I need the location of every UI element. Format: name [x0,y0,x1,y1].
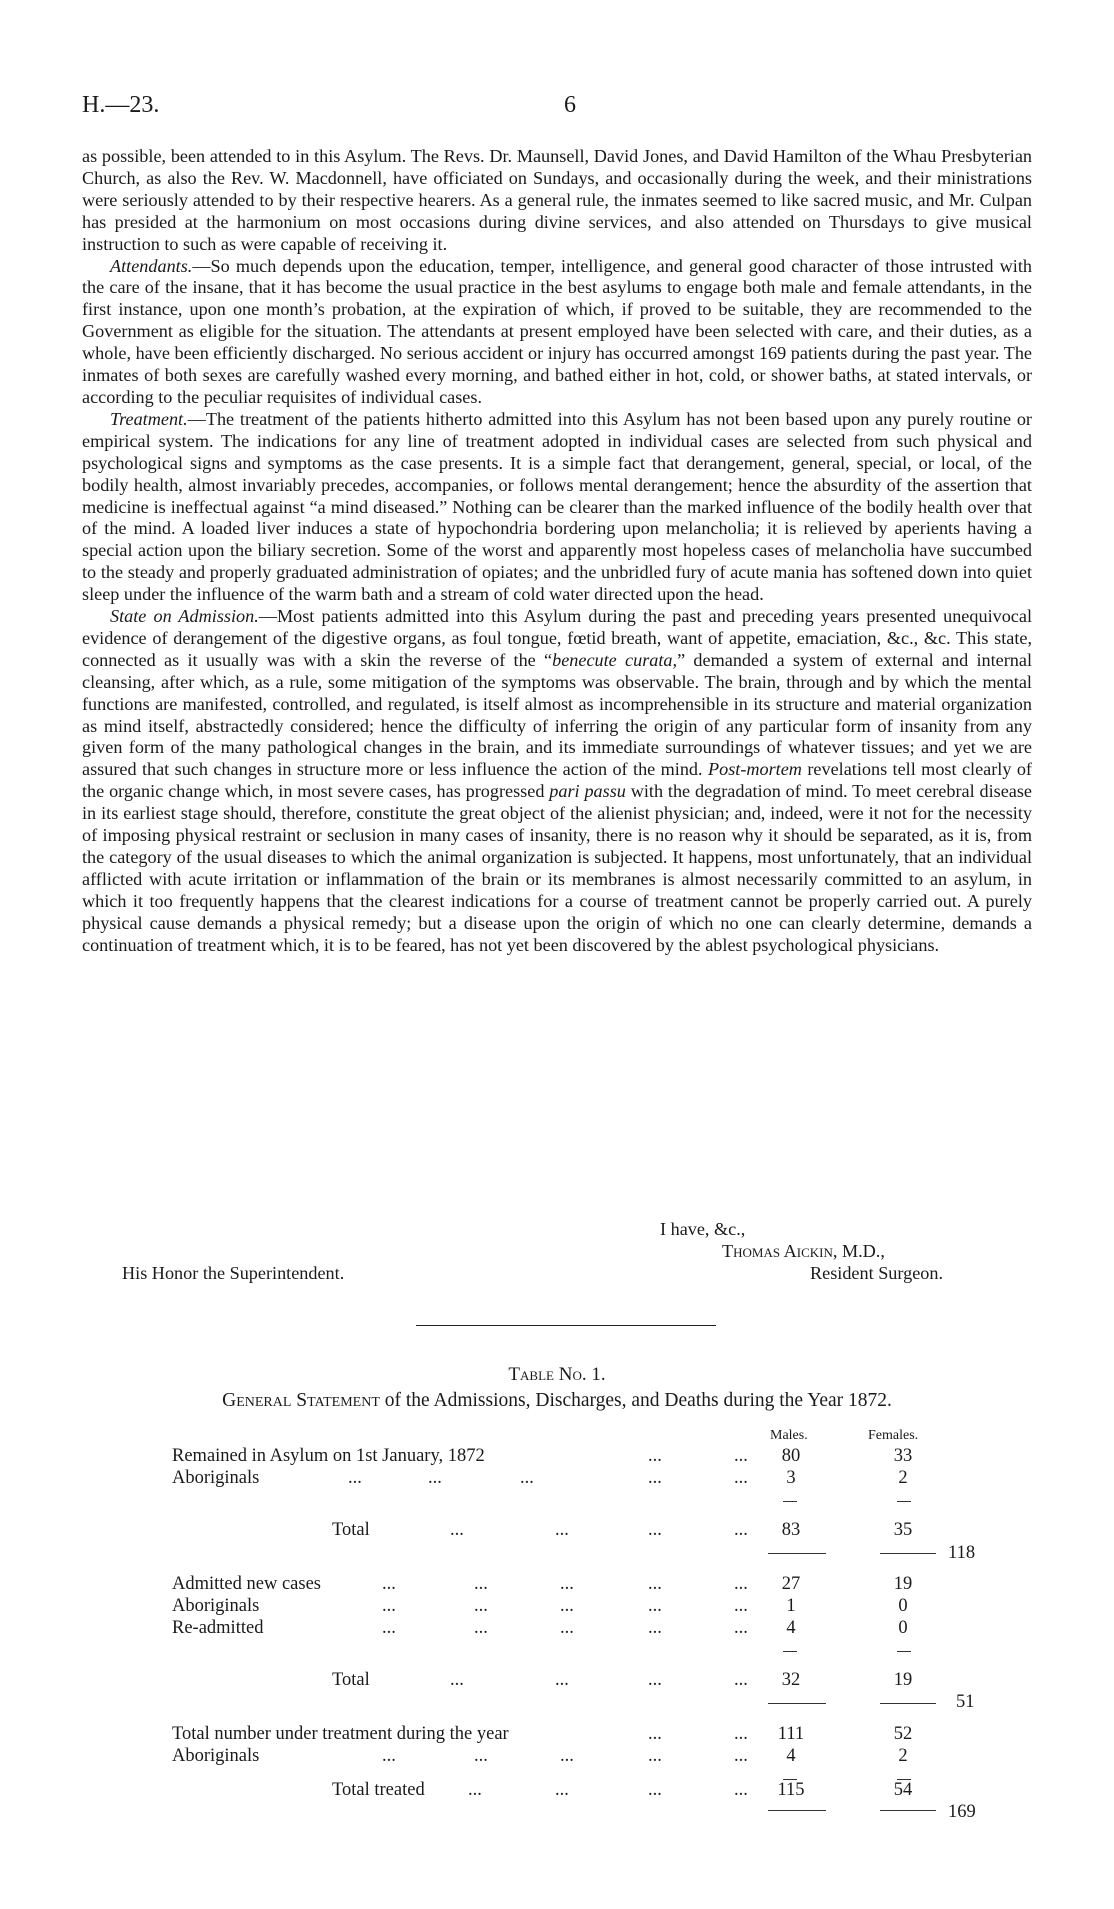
text-treatment: —The treatment of the patients hitherto admitted into this Asylum has not been based upon any purely routine or empirical system. The indications for any line of treatment adopted in individual cases are selected from such physical and psychological signs and symptoms as the case presents. It is a simple fact that derangement, general, special, or local, of the bodily health, almost invariably precedes, accompanies, or follows mental derangement; hence the absurdity of the assertion that medicine is ineffectual against “a mind diseased.” Nothing can be clearer than the marked influence of the bodily health over that of the mind. A loaded liver induces a state of hypochondria bordering upon melancholia; it is relieved by aperients having a special action upon the biliary secretion. Some of the worst and apparently most hopeless cases of melancholia have succumbed to the steady and properly graduated administration of opiates; and the unbridled fury of acute mania has softened down into quiet sleep under the influence of the warm bath and a stream of cold water directed upon the head. [82,408,1032,605]
row-label-total: Total [332,1670,370,1690]
sum-dash [783,1651,797,1652]
heading-state-on-admission: State on Admission. [110,606,259,627]
addressee: His Honor the Superintendent. [122,1263,345,1283]
cell-males: 83 [781,1520,801,1540]
total-rule [768,1810,826,1811]
cell-females: 2 [898,1746,908,1766]
cell-males: 4 [786,1618,796,1638]
leader-dots: ... [734,1746,748,1766]
cell-grand-total: 118 [948,1543,976,1563]
table-subtitle-rest: of the Admissions, Discharges, and Deaths during the Year 1872. [379,1390,892,1411]
row-label: Aboriginals [172,1746,260,1766]
sum-dash [783,1501,797,1502]
total-rule [880,1703,936,1704]
italic-post-mortem: Post-mortem [707,759,802,780]
column-header-females: Females. [868,1428,919,1443]
italic-pari-passu: pari passu [549,781,626,802]
cell-females: 19 [893,1574,913,1594]
leader-dots: ... [560,1596,574,1616]
leader-dots: ... [474,1618,488,1638]
cell-males: 27 [781,1574,801,1594]
leader-dots: ... [734,1468,748,1488]
cell-males: 1 [786,1596,796,1616]
sum-dash [897,1501,911,1502]
page-number: 6 [564,92,576,118]
leader-dots: ... [734,1596,748,1616]
leader-dots: ... [555,1520,569,1540]
cell-females: 19 [893,1670,913,1690]
table-subtitle-smallcaps: General Statement [222,1390,380,1411]
text-admission-a: —Most patients admitted into this Asylum during the past and preceding years presented unequivocal evidence of derangement of the digestive organs, as foul tongue, fœtid breath, want of appetite, emaciation, &c., &c. This state, connected as it usually was with a skin the reverse of the “ [82,606,1033,670]
cell-males: 32 [781,1670,801,1690]
document-code: H.—23. [82,92,160,118]
leader-dots: ... [560,1574,574,1594]
row-label-total: Total treated [332,1780,425,1800]
leader-dots: ... [474,1746,488,1766]
cell-females: 2 [898,1468,908,1488]
leader-dots: ... [648,1670,662,1690]
cell-males: 80 [781,1446,801,1466]
leader-dots: ... [450,1520,464,1540]
cell-grand-total: 51 [956,1692,975,1712]
leader-dots: ... [560,1618,574,1638]
leader-dots: ... [555,1670,569,1690]
leader-dots: ... [734,1574,748,1594]
cell-females: 0 [898,1596,908,1616]
cell-females: 0 [898,1618,908,1638]
total-rule [880,1810,936,1811]
leader-dots: ... [450,1670,464,1690]
leader-dots: ... [648,1724,662,1744]
leader-dots: ... [648,1574,662,1594]
cell-males: 4 [786,1746,796,1766]
leader-dots: ... [648,1780,662,1800]
heading-attendants: Attendants. [110,255,193,276]
leader-dots: ... [734,1618,748,1638]
cell-females: 35 [893,1520,913,1540]
text-attendants: —So much depends upon the education, temper, intelligence, and general good character of those intrusted with the care of the insane, that it has become the usual practice in the best asylums to engage both male and female attendants, in the first instance, upon one month’s probation, at the expiration of which, if proved to be suitable, they are recommended to the Government as eligible for the situation. The attendants at present employed have been selected with care, and their duties, as a whole, have been efficiently discharged. No serious accident or injury has occurred amongst 169 patients during the past year. The inmates of both sexes are carefully washed every morning, and bathed either in hot, cold, or shower baths, at stated intervals, or according to the peculiar requisites of individual cases. [82,255,1032,407]
cell-males: 115 [777,1780,805,1800]
cell-females: 33 [893,1446,913,1466]
row-label: Aboriginals [172,1596,260,1616]
column-header-males: Males. [770,1428,808,1443]
text-admission-c: revelations tell most clearly of the organic change which, in most severe cases, has progressed [82,759,1032,802]
leader-dots: ... [560,1746,574,1766]
total-rule [880,1553,936,1554]
leader-dots: ... [648,1468,662,1488]
leader-dots: ... [648,1520,662,1540]
closing-line: I have, &c., [660,1219,746,1239]
signatory-name: Thomas Aickin, M.D., [722,1241,885,1261]
cell-males: 111 [777,1724,805,1744]
cell-females: 52 [893,1724,913,1744]
cell-grand-total: 169 [948,1802,976,1822]
leader-dots: ... [382,1746,396,1766]
total-rule [768,1553,826,1554]
text-admission-b: ” demanded a system of external and internal cleansing, after which, as a rule, some mitigation of the symptoms was observable. The brain, through and by which the mental functions are manifested, controlled, and regulated, is itself almost as incomprehensible in its structure and material organization as mind itself, abstractedly considered; hence the difficulty of inferring the origin of any particular form of insanity from any given form of the many pathological changes in the brain, and its immediate surroundings of whatever tissues; and yet we are assured that such changes in structure more or less influence the action of the mind. [82,649,1033,780]
total-rule [768,1703,826,1704]
sum-dash [897,1651,911,1652]
leader-dots: ... [382,1596,396,1616]
cell-males: 3 [786,1468,796,1488]
leader-dots: ... [734,1780,748,1800]
leader-dots: ... [348,1468,362,1488]
leader-dots: ... [648,1746,662,1766]
leader-dots: ... [468,1780,482,1800]
row-label-total: Total [332,1520,370,1540]
text-admission-d: with the degradation of mind. To meet cerebral disease in its earliest stage should, therefore, constitute the great object of the alienist physician; and, indeed, were it not for the necessity of imposing physical restraint or seclusion in many cases of insanity, there is no reason why it should be separated, as it is, from the category of the usual diseases to which the animal organization is subjected. It happens, most unfortunately, that an individual afflicted with acute irritation or inflammation of the brain or its membranes is almost necessarily committed to an asylum, in which it too frequently happens that the clearest indications for a course of treatment cannot be properly carried out. A purely physical cause demands a physical remedy; but a disease upon the origin of which no one can clearly determine, demands a continuation of treatment which, it is to be feared, has not yet been discovered by the ablest psychological physicians. [82,781,1032,955]
cell-females: 54 [893,1780,913,1800]
row-label: Total number under treatment during the year [172,1724,509,1744]
leader-dots: ... [474,1596,488,1616]
row-label: Re-admitted [172,1618,264,1638]
leader-dots: ... [734,1724,748,1744]
leader-dots: ... [734,1520,748,1540]
heading-treatment: Treatment. [110,408,188,429]
leader-dots: ... [555,1780,569,1800]
row-label: Admitted new cases [172,1574,321,1594]
leader-dots: ... [734,1670,748,1690]
row-label: Remained in Asylum on 1st January, 1872 [172,1446,485,1466]
table-title: Table No. 1. [508,1364,606,1385]
leader-dots: ... [428,1468,442,1488]
leader-dots: ... [734,1446,748,1466]
paragraph-ministrations: as possible, been attended to in this Asylum. The Revs. Dr. Maunsell, David Jones, and David Hamilton of the Whau Presbyterian Church, as also the Rev. W. Macdonnell, have officiated on Sundays, and occasionally during the week, and their ministrations were seriously attended to by their respective hearers. As a general rule, the inmates seemed to like sacred music, and Mr. Culpan has presided at the harmonium on most occasions during divine services, and also attended on Thursdays to give musical instruction to such as were capable of receiving it. [82,146,1032,254]
italic-benecute-curata: benecute curata, [552,649,678,670]
leader-dots: ... [648,1446,662,1466]
leader-dots: ... [648,1618,662,1638]
leader-dots: ... [648,1596,662,1616]
leader-dots: ... [474,1574,488,1594]
leader-dots: ... [382,1618,396,1638]
leader-dots: ... [520,1468,534,1488]
leader-dots: ... [382,1574,396,1594]
signatory-title: Resident Surgeon. [810,1263,944,1283]
row-label: Aboriginals [172,1468,260,1488]
